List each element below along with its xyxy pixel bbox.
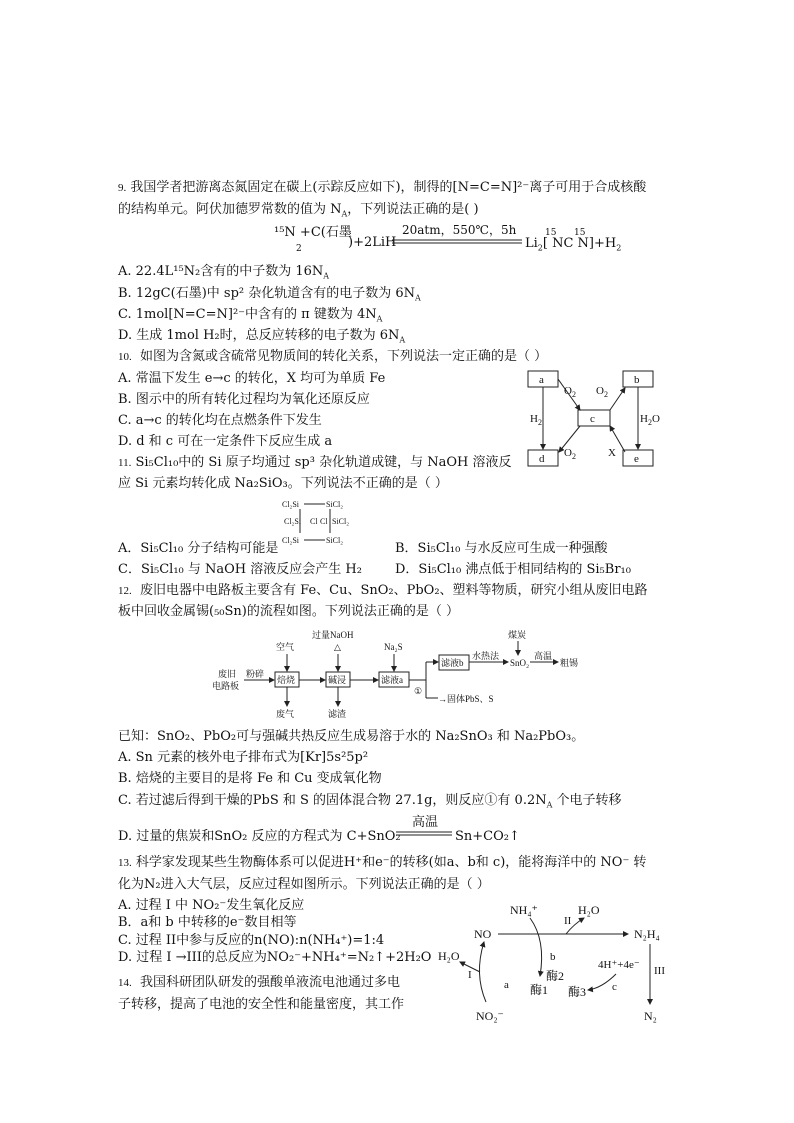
svg-text:Cl: Cl	[320, 517, 328, 526]
svg-text:4H⁺+4e⁻: 4H⁺+4e⁻	[598, 959, 640, 971]
svg-text:NO: NO	[474, 927, 492, 941]
q10-option-c: C. a→c 的转化均在点燃条件下发生	[118, 413, 322, 428]
q10-x: X	[608, 447, 616, 459]
q13-option-d: D. 过程 I →III的总反应为NO₂⁻+NH₄⁺=N₂↑+2H₂O	[118, 950, 432, 965]
q9-option-a: A. 22.4L¹⁵N₂含有的中子数为 $16N_A$	[118, 264, 330, 281]
svg-text:Cl: Cl	[310, 517, 318, 526]
svg-text:粗锡: 粗锡	[560, 658, 579, 668]
svg-text:NH₄⁺: NH₄⁺	[510, 903, 538, 917]
q10-stem: 10. 如图为含氮或含硫常见物质间的转化关系，下列说法一定正确的是（ ）	[118, 349, 548, 364]
svg-text:粉碎: 粉碎	[246, 669, 265, 679]
svg-text:Cl₂Si: Cl₂Si	[282, 500, 300, 509]
q10-label-d: d	[539, 453, 545, 465]
q9-line2: 的结构单元。阿伏加德罗常数的值为 $N_A$，下列说法正确的是( )	[118, 202, 479, 219]
q12-option-d: D. 过量的焦炭和SnO₂ 反应的方程式为 C+SnO₂	[118, 829, 401, 844]
q13-option-c: C. 过程 II中参与反应的n(NO):n(NH₄⁺)=1:4	[118, 933, 385, 948]
svg-text:c: c	[612, 981, 617, 993]
q10-o2-1: $O_2$	[564, 385, 576, 399]
svg-text:Cl₂Si: Cl₂Si	[284, 517, 302, 526]
svg-text:N₂H₄: N₂H₄	[634, 927, 660, 941]
svg-text:废气: 废气	[276, 709, 295, 719]
svg-text:II: II	[564, 915, 572, 927]
q10-label-b: b	[634, 374, 640, 386]
q12-option-d-condition: 高温	[412, 815, 439, 830]
svg-text:Na₂S: Na₂S	[384, 642, 403, 652]
q13-line2: 化为N₂进入大气层，反应过程如图所示。下列说法正确的是（ ）	[118, 877, 490, 892]
q12-option-d-arrow	[396, 830, 454, 838]
q10-h2o: $H_2O$	[640, 413, 660, 427]
svg-text:SiCl₂: SiCl₂	[326, 500, 344, 509]
svg-text:H₂O: H₂O	[578, 903, 600, 917]
svg-text:△: △	[334, 642, 341, 652]
q11-line1: 11. Si₅Cl₁₀中的 Si 原子均通过 sp³ 杂化轨道成键，与 NaOH 溶液反	[118, 455, 512, 470]
q9-iso-2: 15	[574, 228, 586, 238]
q13-line1: 13. 科学家发现某些生物酶体系可以促进H⁺和e⁻的转移(如a、b和 c)，能将海洋中的 NO⁻ 转	[118, 855, 647, 870]
q10-h2: $H_2$	[530, 413, 542, 427]
q11-option-b: B．Si₅Cl₁₀ 与水反应可生成一种强酸	[395, 541, 608, 556]
q9-option-b: B. 12gC(石墨)中 sp² 杂化轨道含有的电子数为 $6N_A$	[118, 286, 421, 303]
q12-option-c: C. 若过滤后得到干燥的PbS 和 S 的固体混合物 27.1g，则反应①有 $0.2N_A$ 个电子转移	[118, 793, 622, 810]
q10-option-b: B. 图示中的所有转化过程均为氧化还原反应	[118, 392, 370, 407]
svg-text:NO₂⁻: NO₂⁻	[476, 1009, 504, 1023]
q10-label-a: a	[539, 374, 544, 386]
q11-line2: 应 Si 元素均转化成 Na₂SiO₃。下列说法不正确的是（ ）	[118, 476, 448, 491]
svg-text:b: b	[550, 951, 556, 963]
q13-option-b: B．a和 b 中转移的e⁻数目相等	[118, 915, 297, 930]
svg-text:水热法: 水热法	[472, 651, 500, 661]
svg-text:酶3: 酶3	[568, 985, 587, 999]
q10-option-a: A. 常温下发生 e→c 的转化，X 均可为单质 Fe	[118, 371, 386, 386]
q11-option-d: D．Si₅Cl₁₀ 沸点低于相同结构的 Si₅Br₁₀	[395, 562, 631, 577]
svg-text:I: I	[468, 969, 472, 981]
q12-option-d-product: Sn+CO₂↑	[455, 829, 520, 844]
svg-text:废旧: 废旧	[218, 669, 237, 679]
q10-o2-3: $O_2$	[564, 447, 576, 461]
q9-option-d: D. 生成 1mol H₂时，总反应转移的电子数为 $6N_A$	[118, 328, 406, 345]
q10-label-e: e	[634, 453, 639, 465]
q9-line1	[118, 181, 646, 196]
svg-text:过量NaOH: 过量NaOH	[312, 630, 354, 640]
svg-text:滤渣: 滤渣	[328, 709, 347, 719]
svg-text:III: III	[654, 965, 665, 977]
q9-equation-condition: 20atm，550℃，5h	[402, 223, 517, 237]
q10-o2-2: $O_2$	[596, 385, 608, 399]
svg-text:滤液b: 滤液b	[441, 658, 464, 668]
q9-stem-1: 我国学者把游离态氮固定在碳上(示踪反应如下)，制得的[N=C=N]²⁻离子可用于合成核酸	[130, 180, 647, 195]
q9-eq-sub-n2: 2	[296, 244, 302, 254]
q9-equation-mid: )+2LiH	[348, 235, 397, 250]
q9-equation-arrow	[392, 238, 524, 246]
q12-option-a: A. Sn 元素的核外电子排布式为[Kr]5s²5p²	[118, 750, 369, 765]
q11-structure	[282, 497, 362, 549]
svg-text:a: a	[504, 979, 509, 991]
q9-option-c: C. 1mol[N=C=N]²⁻中含有的 π 键数为 $4N_A$	[118, 307, 383, 324]
q9-number: 9.	[118, 182, 127, 194]
q14-line2: 子转移，提高了电池的安全性和能量密度，其工作	[118, 997, 405, 1012]
q12-option-b: B. 焙烧的主要目的是将 Fe 和 Cu 变成氧化物	[118, 771, 382, 786]
q11-option-a: A．Si₅Cl₁₀ 分子结构可能是	[118, 541, 279, 556]
q10-diagram	[526, 366, 666, 472]
svg-text:SiCl₂: SiCl₂	[332, 517, 350, 526]
q9-equation-right: $Li_2$[ NC $N]+H_2$	[525, 236, 622, 253]
q12-flowchart	[212, 628, 622, 723]
q10-label-c: c	[590, 413, 595, 425]
svg-text:→固体PbS、S: →固体PbS、S	[438, 694, 494, 704]
svg-text:H₂O: H₂O	[438, 949, 460, 963]
svg-text:碱浸: 碱浸	[328, 675, 347, 685]
q13-diagram	[438, 896, 674, 1028]
svg-text:SnO₂: SnO₂	[510, 658, 530, 668]
q14-line1: 14. 我国科研团队研发的强酸单液流电池通过多电	[118, 975, 401, 990]
svg-text:酶2: 酶2	[546, 969, 565, 983]
svg-text:空气: 空气	[276, 642, 295, 652]
q12-line1: 12. 废旧电器中电路板主要含有 Fe、Cu、SnO₂、PbO₂、塑料等物质，研究小组从废旧电路	[118, 583, 648, 598]
svg-text:高温: 高温	[534, 651, 553, 661]
svg-text:①: ①	[414, 686, 423, 696]
q12-known: 已知：SnO₂、PbO₂可与强碱共热反应生成易溶于水的 Na₂SnO₃ 和 Na₂PbO₃。	[118, 729, 585, 744]
q9-equation-left: ¹⁵N +C(石墨	[274, 225, 352, 240]
q12-line2: 板中回收金属锡(₅₀Sn)的流程如图。下列说法正确的是（ ）	[118, 604, 459, 619]
q10-option-d: D. d 和 c 可在一定条件下反应生成 a	[118, 434, 333, 449]
q11-option-c: C．Si₅Cl₁₀ 与 NaOH 溶液反应会产生 H₂	[118, 562, 362, 577]
q13-option-a: A. 过程 I 中 NO₂⁻发生氧化反应	[118, 898, 305, 913]
svg-text:SiCl₂: SiCl₂	[326, 536, 344, 545]
q9-iso-1: 15	[545, 228, 557, 238]
svg-text:Cl₂Si: Cl₂Si	[282, 536, 300, 545]
svg-text:滤液a: 滤液a	[381, 675, 403, 685]
svg-text:N₂: N₂	[644, 1009, 657, 1023]
svg-text:电路板: 电路板	[212, 681, 240, 691]
svg-text:酶1: 酶1	[530, 983, 549, 997]
svg-text:煤炭: 煤炭	[508, 630, 527, 640]
svg-text:焙烧: 焙烧	[277, 675, 296, 685]
